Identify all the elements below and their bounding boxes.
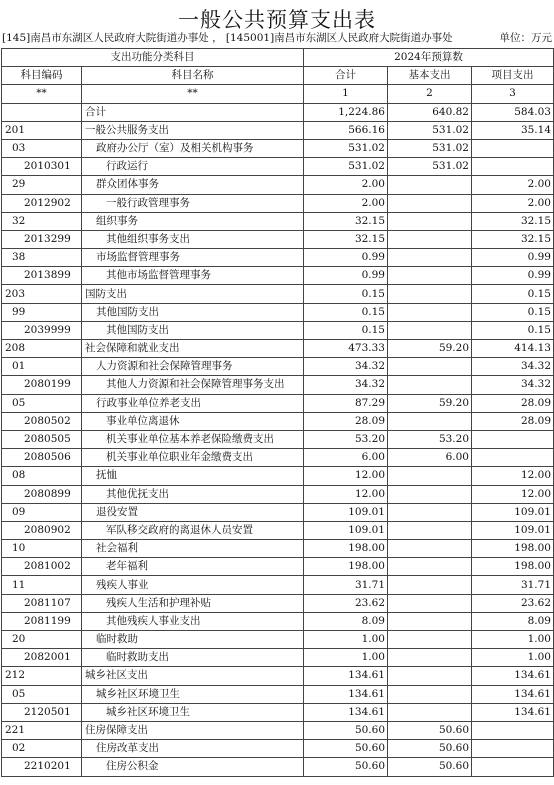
row-name-cell: 其他优抚支出 xyxy=(82,485,304,503)
row-code-cell: 11 xyxy=(2,576,82,594)
header-row-groups xyxy=(2,49,554,67)
row-project-cell: 31.71 xyxy=(472,576,554,594)
row-name-cell: 临时救助 xyxy=(82,631,304,649)
row-code-cell: 2120501 xyxy=(2,703,82,721)
row-project-cell: 0.15 xyxy=(472,303,554,321)
row-project-cell: 414.13 xyxy=(472,340,554,358)
table-row xyxy=(2,685,554,703)
table-row xyxy=(2,412,554,430)
budget-table xyxy=(1,48,554,777)
table-row xyxy=(2,376,554,394)
row-project-cell: 134.61 xyxy=(472,703,554,721)
row-basic-cell: 50.60 xyxy=(388,758,472,776)
row-basic-cell: 531.02 xyxy=(388,158,472,176)
row-basic-cell xyxy=(388,631,472,649)
table-row xyxy=(2,303,554,321)
row-name-cell: 城乡社区环境卫生 xyxy=(82,703,304,721)
row-total-cell: 1,224.86 xyxy=(304,103,388,121)
row-code-cell: 212 xyxy=(2,667,82,685)
row-project-cell: 35.14 xyxy=(472,121,554,139)
row-total-cell: 28.09 xyxy=(304,412,388,430)
row-code-cell: 05 xyxy=(2,685,82,703)
row-basic-cell: 6.00 xyxy=(388,449,472,467)
header-index-2: 2 xyxy=(388,85,472,103)
table-row xyxy=(2,321,554,339)
table-row xyxy=(2,558,554,576)
row-basic-cell: 59.20 xyxy=(388,394,472,412)
header-basic: 基本支出 xyxy=(388,67,472,85)
row-code-cell: 2081107 xyxy=(2,594,82,612)
subtitle-row xyxy=(2,31,554,45)
table-row xyxy=(2,430,554,448)
row-code-cell: 201 xyxy=(2,121,82,139)
row-project-cell: 12.00 xyxy=(472,485,554,503)
row-project-cell: 34.32 xyxy=(472,376,554,394)
row-project-cell: 8.09 xyxy=(472,612,554,630)
row-project-cell: 34.32 xyxy=(472,358,554,376)
row-project-cell xyxy=(472,158,554,176)
row-code-cell: 20 xyxy=(2,631,82,649)
header-index-1: 1 xyxy=(304,85,388,103)
row-code-cell: 99 xyxy=(2,303,82,321)
row-total-cell: 2.00 xyxy=(304,194,388,212)
header-stars-name: ** xyxy=(82,85,304,103)
row-total-cell: 12.00 xyxy=(304,467,388,485)
row-project-cell: 0.15 xyxy=(472,285,554,303)
row-project-cell xyxy=(472,449,554,467)
row-basic-cell xyxy=(388,703,472,721)
row-name-cell: 事业单位离退休 xyxy=(82,412,304,430)
row-name-cell: 机关事业单位职业年金缴费支出 xyxy=(82,449,304,467)
row-basic-cell xyxy=(388,649,472,667)
table-row xyxy=(2,485,554,503)
row-code-cell: 2080199 xyxy=(2,376,82,394)
row-name-cell: 社会保障和就业支出 xyxy=(82,340,304,358)
row-total-cell: 1.00 xyxy=(304,649,388,667)
row-basic-cell xyxy=(388,321,472,339)
table-row xyxy=(2,521,554,539)
table-row xyxy=(2,139,554,157)
row-basic-cell xyxy=(388,376,472,394)
row-project-cell xyxy=(472,139,554,157)
row-name-cell: 住房公积金 xyxy=(82,758,304,776)
row-code-cell: 2210201 xyxy=(2,758,82,776)
row-basic-cell xyxy=(388,685,472,703)
row-name-cell: 残疾人生活和护理补贴 xyxy=(82,594,304,612)
organization-label: [145]南昌市东湖区人民政府大院街道办事处 ， [145001]南昌市东湖区人民政府大院街道办事处 xyxy=(2,32,453,44)
row-code-cell: 2080505 xyxy=(2,430,82,448)
row-total-cell: 0.15 xyxy=(304,303,388,321)
row-name-cell: 一般公共服务支出 xyxy=(82,121,304,139)
row-total-cell: 50.60 xyxy=(304,740,388,758)
table-row xyxy=(2,740,554,758)
header-index-3: 3 xyxy=(472,85,554,103)
row-total-cell: 473.33 xyxy=(304,340,388,358)
row-basic-cell: 50.60 xyxy=(388,721,472,739)
row-basic-cell xyxy=(388,576,472,594)
row-project-cell: 0.99 xyxy=(472,249,554,267)
row-total-cell: 23.62 xyxy=(304,594,388,612)
header-project: 项目支出 xyxy=(472,67,554,85)
table-row xyxy=(2,449,554,467)
row-project-cell: 0.15 xyxy=(472,321,554,339)
table-row xyxy=(2,394,554,412)
row-code-cell: 29 xyxy=(2,176,82,194)
header-total: 合计 xyxy=(304,67,388,85)
row-code-cell: 2010301 xyxy=(2,158,82,176)
row-project-cell: 198.00 xyxy=(472,540,554,558)
row-code-cell: 2080506 xyxy=(2,449,82,467)
row-basic-cell: 50.60 xyxy=(388,740,472,758)
row-basic-cell xyxy=(388,540,472,558)
row-basic-cell xyxy=(388,485,472,503)
table-row xyxy=(2,649,554,667)
row-project-cell: 584.03 xyxy=(472,103,554,121)
row-name-cell: 残疾人事业 xyxy=(82,576,304,594)
row-name-cell: 机关事业单位基本养老保险缴费支出 xyxy=(82,430,304,448)
row-code-cell: 2039999 xyxy=(2,321,82,339)
row-project-cell: 198.00 xyxy=(472,558,554,576)
row-name-cell: 市场监督管理事务 xyxy=(82,249,304,267)
row-name-cell: 群众团体事务 xyxy=(82,176,304,194)
row-total-cell: 31.71 xyxy=(304,576,388,594)
table-row xyxy=(2,576,554,594)
row-name-cell: 其他国防支出 xyxy=(82,321,304,339)
row-basic-cell xyxy=(388,558,472,576)
row-basic-cell xyxy=(388,612,472,630)
row-name-cell: 社会福利 xyxy=(82,540,304,558)
row-project-cell: 23.62 xyxy=(472,594,554,612)
row-basic-cell: 53.20 xyxy=(388,430,472,448)
row-total-cell: 34.32 xyxy=(304,376,388,394)
row-basic-cell xyxy=(388,358,472,376)
row-name-cell: 其他市场监督管理事务 xyxy=(82,267,304,285)
table-row xyxy=(2,194,554,212)
row-name-cell: 抚恤 xyxy=(82,467,304,485)
row-total-cell: 50.60 xyxy=(304,758,388,776)
table-row xyxy=(2,212,554,230)
table-row xyxy=(2,103,554,121)
row-code-cell: 2080899 xyxy=(2,485,82,503)
row-project-cell xyxy=(472,758,554,776)
row-name-cell: 住房保障支出 xyxy=(82,721,304,739)
row-code-cell: 02 xyxy=(2,740,82,758)
table-row xyxy=(2,612,554,630)
row-total-cell: 0.15 xyxy=(304,285,388,303)
table-row xyxy=(2,667,554,685)
row-code-cell: 10 xyxy=(2,540,82,558)
row-project-cell: 28.09 xyxy=(472,394,554,412)
row-total-cell: 32.15 xyxy=(304,230,388,248)
row-total-cell: 6.00 xyxy=(304,449,388,467)
row-project-cell: 109.01 xyxy=(472,503,554,521)
row-project-cell: 134.61 xyxy=(472,685,554,703)
row-name-cell: 临时救助支出 xyxy=(82,649,304,667)
row-total-cell: 50.60 xyxy=(304,721,388,739)
row-total-cell: 34.32 xyxy=(304,358,388,376)
header-row-columns xyxy=(2,67,554,85)
row-code-cell: 2081002 xyxy=(2,558,82,576)
row-total-cell: 12.00 xyxy=(304,485,388,503)
row-basic-cell: 640.82 xyxy=(388,103,472,121)
row-total-cell: 8.09 xyxy=(304,612,388,630)
table-row xyxy=(2,503,554,521)
row-name-cell: 一般行政管理事务 xyxy=(82,194,304,212)
table-row xyxy=(2,267,554,285)
row-code-cell: 2013899 xyxy=(2,267,82,285)
row-code-cell: 05 xyxy=(2,394,82,412)
table-row xyxy=(2,703,554,721)
row-code-cell: 01 xyxy=(2,358,82,376)
row-name-cell: 住房改革支出 xyxy=(82,740,304,758)
row-project-cell: 0.99 xyxy=(472,267,554,285)
row-project-cell: 32.15 xyxy=(472,212,554,230)
row-basic-cell xyxy=(388,594,472,612)
row-project-cell: 134.61 xyxy=(472,667,554,685)
row-total-cell: 0.15 xyxy=(304,321,388,339)
row-name-cell: 行政运行 xyxy=(82,158,304,176)
row-basic-cell: 59.20 xyxy=(388,340,472,358)
row-basic-cell xyxy=(388,412,472,430)
row-project-cell xyxy=(472,740,554,758)
table-body xyxy=(2,103,554,776)
row-total-cell: 32.15 xyxy=(304,212,388,230)
page-title: 一般公共预算支出表 xyxy=(178,8,376,32)
row-project-cell: 32.15 xyxy=(472,230,554,248)
row-code-cell: 2080502 xyxy=(2,412,82,430)
row-total-cell: 134.61 xyxy=(304,685,388,703)
row-name-cell: 人力资源和社会保障管理事务 xyxy=(82,358,304,376)
row-code-cell: 2082001 xyxy=(2,649,82,667)
row-total-cell: 0.99 xyxy=(304,267,388,285)
row-total-cell: 198.00 xyxy=(304,540,388,558)
row-total-cell: 53.20 xyxy=(304,430,388,448)
row-total-cell: 109.01 xyxy=(304,521,388,539)
row-total-cell: 134.61 xyxy=(304,667,388,685)
table-row xyxy=(2,594,554,612)
row-basic-cell: 531.02 xyxy=(388,139,472,157)
table-row xyxy=(2,358,554,376)
row-code-cell: 2080902 xyxy=(2,521,82,539)
row-basic-cell xyxy=(388,303,472,321)
row-total-cell: 531.02 xyxy=(304,139,388,157)
row-name-cell: 其他组织事务支出 xyxy=(82,230,304,248)
unit-label: 单位：万元 xyxy=(499,32,552,44)
row-total-cell: 531.02 xyxy=(304,158,388,176)
row-basic-cell xyxy=(388,249,472,267)
row-code-cell: 38 xyxy=(2,249,82,267)
row-project-cell: 28.09 xyxy=(472,412,554,430)
table-row xyxy=(2,176,554,194)
row-basic-cell xyxy=(388,230,472,248)
row-total-cell: 109.01 xyxy=(304,503,388,521)
row-total-cell: 2.00 xyxy=(304,176,388,194)
header-name: 科目名称 xyxy=(82,67,304,85)
row-code-cell: 221 xyxy=(2,721,82,739)
row-name-cell: 其他残疾人事业支出 xyxy=(82,612,304,630)
table-row xyxy=(2,631,554,649)
row-basic-cell: 531.02 xyxy=(388,121,472,139)
row-total-cell: 0.99 xyxy=(304,249,388,267)
row-name-cell: 老年福利 xyxy=(82,558,304,576)
row-code-cell: 09 xyxy=(2,503,82,521)
row-basic-cell xyxy=(388,285,472,303)
row-name-cell: 军队移交政府的离退休人员安置 xyxy=(82,521,304,539)
row-code-cell: 208 xyxy=(2,340,82,358)
row-project-cell xyxy=(472,721,554,739)
row-code-cell: 03 xyxy=(2,139,82,157)
table-row xyxy=(2,249,554,267)
row-name-cell: 政府办公厅（室）及相关机构事务 xyxy=(82,139,304,157)
row-code-cell: 2081199 xyxy=(2,612,82,630)
row-project-cell: 1.00 xyxy=(472,649,554,667)
table-row xyxy=(2,121,554,139)
row-name-cell: 城乡社区支出 xyxy=(82,667,304,685)
row-basic-cell xyxy=(388,194,472,212)
row-total-cell: 566.16 xyxy=(304,121,388,139)
row-code-cell: 2012902 xyxy=(2,194,82,212)
row-basic-cell xyxy=(388,667,472,685)
row-basic-cell xyxy=(388,212,472,230)
table-row xyxy=(2,758,554,776)
row-basic-cell xyxy=(388,467,472,485)
row-name-cell: 合计 xyxy=(82,103,304,121)
header-row-index xyxy=(2,85,554,103)
row-project-cell: 2.00 xyxy=(472,176,554,194)
table-row xyxy=(2,467,554,485)
row-project-cell: 1.00 xyxy=(472,631,554,649)
header-group-year: 2024年预算数 xyxy=(304,49,554,67)
row-name-cell: 其他人力资源和社会保障管理事务支出 xyxy=(82,376,304,394)
header-group-function: 支出功能分类科目 xyxy=(2,49,304,67)
row-total-cell: 198.00 xyxy=(304,558,388,576)
table-row xyxy=(2,721,554,739)
row-project-cell: 12.00 xyxy=(472,467,554,485)
row-name-cell: 组织事务 xyxy=(82,212,304,230)
row-code-cell: 08 xyxy=(2,467,82,485)
row-name-cell: 国防支出 xyxy=(82,285,304,303)
table-row xyxy=(2,230,554,248)
row-code-cell xyxy=(2,103,82,121)
row-name-cell: 其他国防支出 xyxy=(82,303,304,321)
table-row xyxy=(2,285,554,303)
row-total-cell: 1.00 xyxy=(304,631,388,649)
row-code-cell: 2013299 xyxy=(2,230,82,248)
row-total-cell: 87.29 xyxy=(304,394,388,412)
table-row xyxy=(2,540,554,558)
table-row xyxy=(2,158,554,176)
row-name-cell: 退役安置 xyxy=(82,503,304,521)
row-basic-cell xyxy=(388,267,472,285)
row-code-cell: 32 xyxy=(2,212,82,230)
row-project-cell: 109.01 xyxy=(472,521,554,539)
row-name-cell: 行政事业单位养老支出 xyxy=(82,394,304,412)
row-basic-cell xyxy=(388,503,472,521)
table-row xyxy=(2,340,554,358)
row-total-cell: 134.61 xyxy=(304,703,388,721)
header-code: 科目编码 xyxy=(2,67,82,85)
row-code-cell: 203 xyxy=(2,285,82,303)
row-project-cell: 2.00 xyxy=(472,194,554,212)
row-name-cell: 城乡社区环境卫生 xyxy=(82,685,304,703)
row-project-cell xyxy=(472,430,554,448)
row-basic-cell xyxy=(388,521,472,539)
row-basic-cell xyxy=(388,176,472,194)
header-stars-code: ** xyxy=(2,85,82,103)
